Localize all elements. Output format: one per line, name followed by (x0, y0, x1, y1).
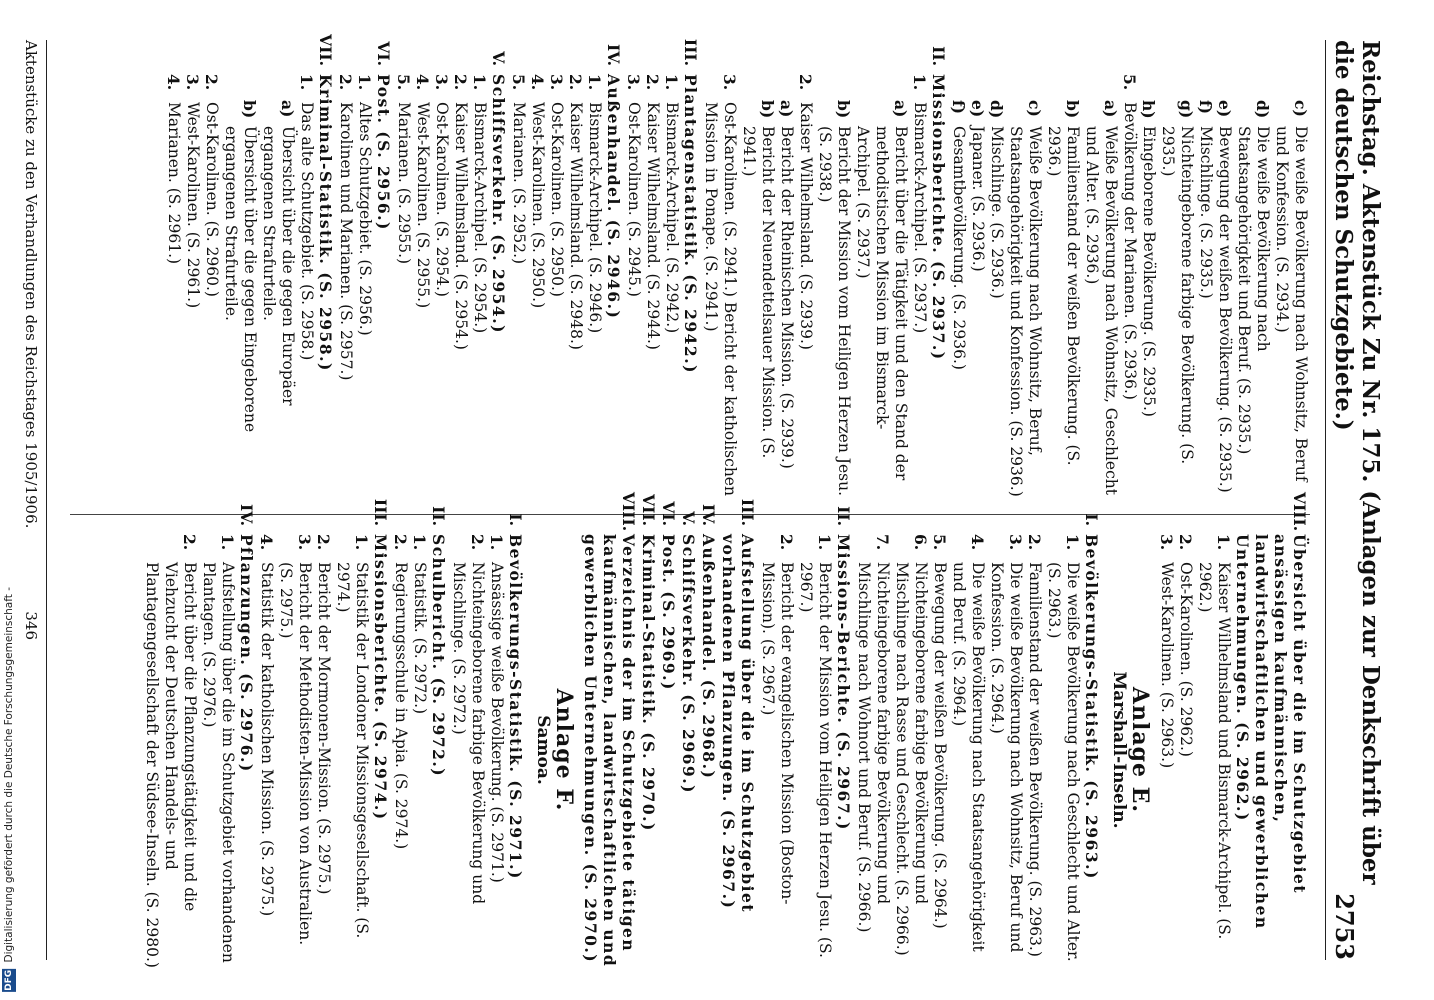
toc-entry-text: Bismarck-Archipel. (S. 2942.) (663, 102, 681, 334)
toc-entry-text: Eingeborene Bevölkerung. (S. 2935.) (1140, 126, 1158, 417)
page-title: Reichstag. Aktenstück Zu Nr. 175. (Anlagen zur Denkschrift über die deutschen Schutzgebiete.) (1330, 40, 1384, 885)
toc-entry-text: Ost-Karolinen. (S. 2960.) (203, 102, 221, 297)
toc-entry-marker: e) (968, 100, 987, 118)
toc-entry (910, 74, 929, 500)
toc-entry-text: Übersicht über die im Schutzgebiet ansässigen kaufmännischen, landwirtschaftlichen und gewerblichen Unternehmungen. (S. 2962.) (1233, 534, 1309, 930)
toc-entry-marker: 3. (547, 74, 566, 91)
toc-entry (394, 74, 413, 500)
toc-entry-text: West-Karolinen. (S. 2961.) (184, 102, 202, 309)
toc-entry-marker: 1. (487, 534, 506, 551)
toc-entry (371, 492, 390, 970)
toc-entry-text: Familienstand der weißen Bevölkerung. (S. 2963.) (1026, 562, 1044, 957)
toc-entry-text: Kaiser Wilhelmsland. (S. 2944.) (644, 102, 662, 350)
toc-entry-marker: a) (891, 100, 910, 118)
toc-entry-text: Statistik der katholischen Mission. (S. 2975.) (258, 562, 276, 917)
toc-entry-text: Schiffsverkehr. (S. 2954.) (489, 74, 508, 334)
toc-entry-marker: 4. (413, 74, 432, 91)
toc-entry (854, 534, 892, 970)
toc-entry-text: Bericht der Mission vom Heiligen Herzen Jesu. (S. 2967.) (797, 562, 834, 958)
toc-entry (1025, 534, 1044, 970)
toc-entry-text: West-Karolinen. (S. 2950.) (529, 102, 547, 309)
toc-entry-text: Bevölkerungs-Statistik. (S. 2971.) (506, 534, 525, 880)
toc-entry (413, 74, 432, 500)
toc-entry-marker: V. (679, 511, 698, 526)
toc-entry-text: Missionsberichte. (S. 2937.) (929, 74, 948, 361)
toc-entry-marker: III. (681, 38, 700, 66)
toc-entry-marker: III. (738, 498, 757, 526)
toc-entry (487, 534, 506, 970)
toc-entry-marker: b) (834, 100, 853, 119)
toc-entry-marker: 1. (470, 74, 489, 91)
toc-entry (892, 534, 930, 970)
toc-entry-text: Bericht über die Pflanzungstätigkeit und die Viehzucht der Deutschen Handels- und Plantagengesellschaft der Südsee-Inseln. (S. 2980.) (143, 562, 199, 968)
toc-entry (237, 492, 256, 970)
toc-entry-text: Altes Schutzgebiet. (S. 2956.) (356, 102, 374, 336)
toc-entry-marker: II. (429, 506, 448, 526)
toc-entry-text: Außenhandel. (S. 2946.) (604, 74, 623, 320)
page-number: 2753 (1330, 893, 1359, 960)
toc-entry-text: Post. (S. 2956.) (374, 74, 393, 231)
toc-entry-marker: 2. (468, 534, 487, 551)
toc-entry-text: Bericht der evangelischen Mission (Boston-Mission). (S. 2967.) (759, 562, 796, 905)
toc-entry (679, 492, 698, 970)
toc-entry-text: Karolinen und Marianen. (S. 2957.) (337, 102, 355, 381)
toc-entry-text: Bericht der Rheinischen Mission. (S. 2939.) (778, 126, 796, 469)
toc-entry-text: West-Karolinen. (S. 2963.) (1158, 562, 1176, 769)
toc-entry (681, 32, 700, 500)
toc-entry-marker: 1. (410, 534, 429, 551)
toc-entry-marker: a) (777, 100, 796, 118)
toc-entry-marker: 1. (910, 74, 929, 91)
toc-entry-text: Kriminal-Statistik. (S. 2970.) (639, 534, 658, 832)
toc-entry (1120, 74, 1139, 500)
toc-entry-marker: 2. (336, 74, 355, 91)
toc-entry-marker: 2. (566, 74, 585, 91)
toc-entry-marker: 2. (1176, 534, 1195, 551)
toc-entry-text: Weiße Bevölkerung nach Wohnsitz, Beruf, Staatsangehörigkeit und Konfession. (S. 2936.) (1007, 126, 1044, 497)
toc-entry (355, 74, 374, 500)
toc-entry-marker: 5. (930, 534, 949, 551)
toc-entry-marker: 3. (183, 74, 202, 91)
toc-entry-marker: 2. (391, 534, 410, 551)
toc-entry-marker: 5. (394, 74, 413, 91)
toc-entry-text: Bevölkerung der Marianen. (S. 2936.) (1121, 102, 1139, 400)
toc-entry-text: Bericht der Mormonen-Mission. (S. 2975.) (315, 562, 333, 895)
toc-entry (585, 74, 604, 500)
toc-entry-marker: b) (758, 100, 777, 119)
toc-entry (449, 534, 487, 970)
toc-entry (699, 492, 718, 970)
toc-entry-marker: II. (834, 506, 853, 526)
toc-entry (202, 74, 221, 500)
toc-entry (451, 74, 470, 500)
toc-entry-text: Bismarck-Archipel. (S. 2946.) (586, 102, 604, 334)
toc-entry-text: Bismarck-Archipel. (S. 2937.) (911, 102, 929, 334)
toc-entry-text: Pflanzungen. (S. 2976.) (237, 534, 256, 773)
toc-entry (639, 492, 658, 970)
toc-entry-marker: 1. (352, 534, 371, 551)
toc-entry-marker: IV. (237, 504, 256, 526)
toc-entry-marker: 3. (295, 534, 314, 551)
toc-entry-marker: II. (929, 46, 948, 66)
toc-entry-marker: 2. (1025, 534, 1044, 551)
toc-entry-marker: 1. (662, 74, 681, 91)
toc-entry-text: Die weiße Bevölkerung nach Wohnsitz, Beruf und Konfession. (S. 2964.) (988, 562, 1025, 953)
toc-entry-marker: c) (1291, 100, 1310, 117)
toc-entry (1196, 100, 1215, 500)
toc-entry-marker: VIII. (1290, 492, 1309, 532)
toc-entry (336, 74, 355, 500)
toc-entry-marker: IV. (699, 504, 718, 526)
toc-entry-text: Bericht der Neuendettelsauer Mission. (S. 2941.) (740, 126, 777, 459)
toc-entry-text: Ansässige weiße Bevölkerung. (S. 2971.) (488, 562, 506, 883)
toc-entry (1272, 100, 1310, 500)
toc-entry (604, 32, 623, 500)
toc-entry-marker: VII. (316, 34, 335, 66)
anlage-e-list (581, 492, 1101, 970)
toc-entry (739, 100, 777, 500)
anlage-f-list (142, 498, 525, 970)
toc-entry-text: Mischlinge. (S. 2936.) (988, 126, 1006, 299)
toc-entry-marker: 3. (432, 74, 451, 91)
toc-entry-text: Statistik der Londoner Missionsgesellschaft. (S. 2974.) (334, 562, 371, 939)
toc-entry (1006, 100, 1044, 500)
right-column (70, 492, 1310, 970)
toc-entry (968, 100, 987, 500)
toc-entry-marker: 7. (873, 534, 892, 551)
toc-entry-marker: 3. (624, 74, 643, 91)
toc-entry-marker: 3. (1157, 534, 1176, 551)
toc-entry (930, 534, 949, 970)
toc-entry (259, 100, 297, 500)
toc-entry (1234, 100, 1272, 500)
toc-entry (316, 32, 335, 500)
toc-entry-marker: 2. (777, 534, 796, 551)
toc-entry-text: Familienstand der weißen Bevölkerung. (S. 2936.) (1045, 126, 1082, 466)
toc-entry-text: Aufstellung über die im Schutzgebiet vorhandenen Plantagen. (S. 2976.) (200, 562, 237, 963)
toc-entry-marker: 2. (202, 74, 221, 91)
toc-entry-marker: a) (1101, 100, 1120, 118)
toc-entry-text: Mischlinge. (S. 2935.) (1197, 126, 1215, 299)
toc-entry (796, 74, 815, 500)
toc-entry (758, 534, 796, 970)
toc-entry (929, 32, 948, 500)
toc-entry (1082, 100, 1120, 500)
toc-entry-text: Plantagenstatistik. (S. 2942.) (681, 74, 700, 374)
toc-entry-marker: 1. (585, 74, 604, 91)
toc-entry (566, 74, 585, 500)
toc-entry (1195, 534, 1233, 970)
toc-entry (314, 534, 333, 970)
toc-entry (624, 74, 643, 500)
toc-entry-text: Bismarck-Archipel. (S. 2954.) (471, 102, 489, 334)
toc-entry-marker: d) (1253, 100, 1272, 119)
toc-entry-marker: VII. (639, 494, 658, 526)
toc-entry-text: Nichteingeborene farbige Bevölkerung und Mischlinge nach Wohnort und Beruf. (S. 2966.) (855, 562, 892, 933)
toc-entry (1157, 534, 1176, 970)
toc-entry-text: Bericht über die Tätigkeit und den Stand der methodistischen Mission im Bismarck-Archipel. (S. 2937.) (854, 126, 910, 481)
toc-entry (142, 534, 199, 970)
toc-entry-text: Japaner. (S. 2936.) (969, 126, 987, 272)
toc-entry-marker: 2. (451, 74, 470, 91)
toc-entry-text: Nichteingeborene farbige Bevölkerung und Mischlinge nach Rasse und Geschlecht. (S. 2966.) (893, 562, 930, 956)
toc-entry (410, 534, 429, 970)
toc-entry-marker: f) (949, 100, 968, 115)
toc-entry-marker: 5. (509, 74, 528, 91)
toc-entry-marker: d) (987, 100, 1006, 119)
toc-entry-marker: 5. (1120, 74, 1139, 91)
toc-entry (581, 492, 638, 970)
toc-entry (815, 100, 853, 500)
toc-entry-text: Ost-Karolinen. (S. 2962.) (1177, 562, 1195, 757)
toc-entry-marker: 2. (796, 74, 815, 91)
toc-entry-text: Missionsberichte. (S. 2974.) (371, 534, 390, 821)
toc-entry-text: Bericht der Methodisten-Mission von Australien. (S. 2975.) (277, 562, 314, 946)
toc-entry (662, 74, 681, 500)
toc-entry (432, 74, 451, 500)
toc-entry (834, 492, 853, 970)
toc-entry-text: Verzeichnis der im Schutzgebiete tätigen kaufmännischen, landwirtschaftlichen und gewerblichen Unternehmungen. (S. 2970.) (581, 534, 638, 968)
toc-entry-text: Kaiser Wilhelmsland. (S. 2939.) (797, 102, 815, 350)
toc-entry-marker: 4. (257, 534, 276, 551)
anlage-e-title: Anlage E. (1127, 686, 1153, 814)
anlage-e-subtitle: Marshall-Inseln. (1109, 671, 1129, 829)
toc-entry-text: Bewegung der weißen Bevölkerung. (S. 2935.) (1216, 126, 1234, 493)
toc-entry (1082, 492, 1101, 970)
toc-entry (429, 492, 448, 970)
toc-entry-marker: 3. (1006, 534, 1025, 551)
toc-entry (297, 74, 316, 500)
toc-entry (719, 492, 757, 970)
toc-entry-text: Die weiße Bevölkerung nach Geschlecht und Alter. (S. 2963.) (1045, 562, 1082, 962)
toc-entry-text: Ost-Karolinen. (S. 2950.) (548, 102, 566, 297)
toc-entry-marker: 1. (815, 534, 834, 551)
toc-entry (643, 74, 662, 500)
toc-entry (1215, 100, 1234, 500)
toc-entry-text: West-Karolinen. (S. 2955.) (414, 102, 432, 309)
toc-entry-text: Marianen. (S. 2955.) (395, 102, 413, 265)
toc-entry (470, 74, 489, 500)
toc-entry (853, 100, 910, 500)
toc-entry-text: Kaiser Wilhelmsland und Bismarck-Archipel. (S. 2962.) (1196, 562, 1233, 940)
toc-entry-text: Post. (S. 2969.) (659, 534, 678, 691)
toc-entry (509, 74, 528, 500)
toc-entry (257, 534, 276, 970)
toc-entry-text: Die weiße Bevölkerung nach Wohnsitz, Beruf und Konfession. (S. 2934.) (1273, 126, 1310, 482)
toc-entry (987, 534, 1025, 970)
toc-entry (1233, 492, 1309, 970)
toc-entry-text: Weiße Bevölkerung nach Wohnsitz, Geschlecht und Alter. (S. 2936.) (1083, 126, 1120, 495)
toc-entry-marker: V. (489, 51, 508, 66)
toc-entry-marker: VI. (374, 41, 393, 66)
anlage-f-subtitle: Samoa. (533, 715, 553, 785)
toc-entry-marker: 4. (164, 74, 183, 91)
toc-entry-text: Die weiße Bevölkerung nach Staatsangehörigkeit und Beruf. (S. 2964.) (950, 562, 987, 952)
toc-entry (1176, 534, 1195, 970)
toc-entry-marker: IV. (604, 44, 623, 66)
toc-entry (489, 32, 508, 500)
anlage-f-title: Anlage F. (551, 688, 577, 812)
digitization-text: Digitalisierung gefördert durch die Deutsche Forschungsgemeinschaft - (3, 587, 15, 963)
toc-entry (164, 74, 183, 500)
toc-entry-marker: a) (278, 100, 297, 118)
toc-entry (276, 534, 314, 970)
toc-entry-marker: III. (371, 498, 390, 526)
toc-entry-marker: VIII. (619, 492, 638, 532)
toc-entry-marker: f) (1196, 100, 1215, 115)
toc-entry (987, 100, 1006, 500)
toc-entry (199, 534, 237, 970)
toc-entry (777, 100, 796, 500)
toc-entry (796, 534, 834, 970)
toc-entry (547, 74, 566, 500)
toc-entry-text: Übersicht über die gegen Eingeborene ergangenen Strafurteile. (222, 126, 259, 433)
toc-entry-text: Die weiße Bevölkerung nach Staatsangehörigkeit und Beruf. (S. 2935.) (1235, 126, 1272, 455)
toc-entry (1139, 100, 1158, 500)
toc-entry-text: Nichteingeborene farbige Bevölkerung. (S. 2935.) (1159, 126, 1196, 465)
toc-entry-marker: I. (506, 513, 525, 526)
dfg-logo: DFG (4, 969, 14, 991)
toc-entry-marker: 1. (218, 534, 237, 551)
toc-entry-text: Kriminal-Statistik. (S. 2958.) (316, 74, 335, 372)
toc-entry-text: Aufstellung über die im Schutzgebiet vorhandenen Pflanzungen. (S. 2967.) (719, 534, 757, 914)
toc-entry-marker: g) (1177, 100, 1196, 119)
toc-entry-text: Das alte Schutzgebiet. (S. 2958.) (298, 102, 316, 361)
toc-entry (183, 74, 202, 500)
toc-entry-text: Bewegung der weißen Bevölkerung. (S. 2964.) (931, 562, 949, 929)
footer-page-number: 346 (22, 611, 40, 640)
toc-entry-marker: 4. (968, 534, 987, 551)
toc-entry-text: Schulbericht. (S. 2972.) (429, 534, 448, 778)
toc-entry-text: Bevölkerungs-Statistik. (S. 2963.) (1082, 534, 1101, 880)
toc-entry-marker: b) (1063, 100, 1082, 119)
toc-entry (221, 100, 259, 500)
toc-entry-text: Gesamtbevölkerung. (S. 2936.) (950, 126, 968, 370)
toc-entry (659, 492, 678, 970)
toc-entry-text: Marianen. (S. 2961.) (165, 102, 183, 265)
toc-entry-marker: h) (1139, 100, 1158, 119)
toc-entry-marker: 1. (1063, 534, 1082, 551)
toc-entry-marker: 2. (314, 534, 333, 551)
toc-entry-text: Nichteingeborene farbige Bevölkerung und Mischlinge. (S. 2972.) (450, 562, 487, 905)
toc-entry-text: Statistik. (S. 2972.) (411, 562, 429, 715)
toc-entry-text: Bericht der Mission vom Heiligen Herzen Jesu. (S. 2938.) (816, 126, 853, 496)
toc-entry-marker: 1. (297, 74, 316, 91)
toc-entry (506, 492, 525, 970)
toc-entry (528, 74, 547, 500)
toc-entry-marker: 2. (643, 74, 662, 91)
toc-entry-marker: b) (240, 100, 259, 119)
toc-entry (333, 534, 371, 970)
page-footer (16, 40, 47, 960)
toc-entry (374, 32, 393, 500)
toc-entry-text: Kaiser Wilhelmsland. (S. 2954.) (452, 102, 470, 350)
right-column-top-list (1157, 492, 1309, 970)
toc-entry-text: Kaiser Wilhelmsland. (S. 2948.) (567, 102, 585, 350)
toc-entry-marker: c) (1025, 100, 1044, 117)
toc-entry (1044, 100, 1082, 500)
footer-note: Aktenstücke zu den Verhandlungen des Reichstages 1905/1906. (22, 40, 40, 529)
toc-entry (949, 100, 968, 500)
toc-entry-text: Missions-Berichte. (S. 2967.) (834, 534, 853, 831)
toc-entry-marker: I. (1082, 513, 1101, 526)
toc-entry-text: Übersicht über die gegen Europäer ergangenen Strafurteile. (260, 126, 297, 406)
toc-entry-marker: VI. (659, 501, 678, 526)
toc-entry-marker: 6. (911, 534, 930, 551)
toc-entry-text: Marianen. (S. 2952.) (510, 102, 528, 265)
toc-entry (949, 534, 987, 970)
left-column (70, 34, 1310, 500)
toc-entry-text: Ost-Karolinen. (S. 2954.) (433, 102, 451, 297)
toc-entry-text: Ost-Karolinen. (S. 2945.) (625, 102, 643, 297)
toc-entry (391, 534, 410, 970)
toc-entry (701, 74, 739, 500)
toc-entry (1044, 534, 1082, 970)
toc-entry-text: Regierungsschule in Apia. (S. 2974.) (392, 562, 410, 850)
toc-entry-marker: 3. (720, 74, 739, 91)
toc-entry-text: Schiffsverkehr. (S. 2969.) (679, 534, 698, 794)
toc-entry-marker: 1. (355, 74, 374, 91)
toc-entry-marker: e) (1215, 100, 1234, 118)
toc-entry-marker: 2. (180, 534, 199, 551)
running-head (1325, 40, 1384, 960)
toc-entry-marker: 4. (528, 74, 547, 91)
toc-entry-text: Außenhandel. (S. 2968.) (699, 534, 718, 780)
toc-entry-marker: 1. (1214, 534, 1233, 551)
toc-entry-text: Ost-Karolinen. (S. 2941.) Bericht der katholischen Mission in Ponape. (S. 2941.) (702, 102, 739, 496)
toc-entry (1158, 100, 1196, 500)
